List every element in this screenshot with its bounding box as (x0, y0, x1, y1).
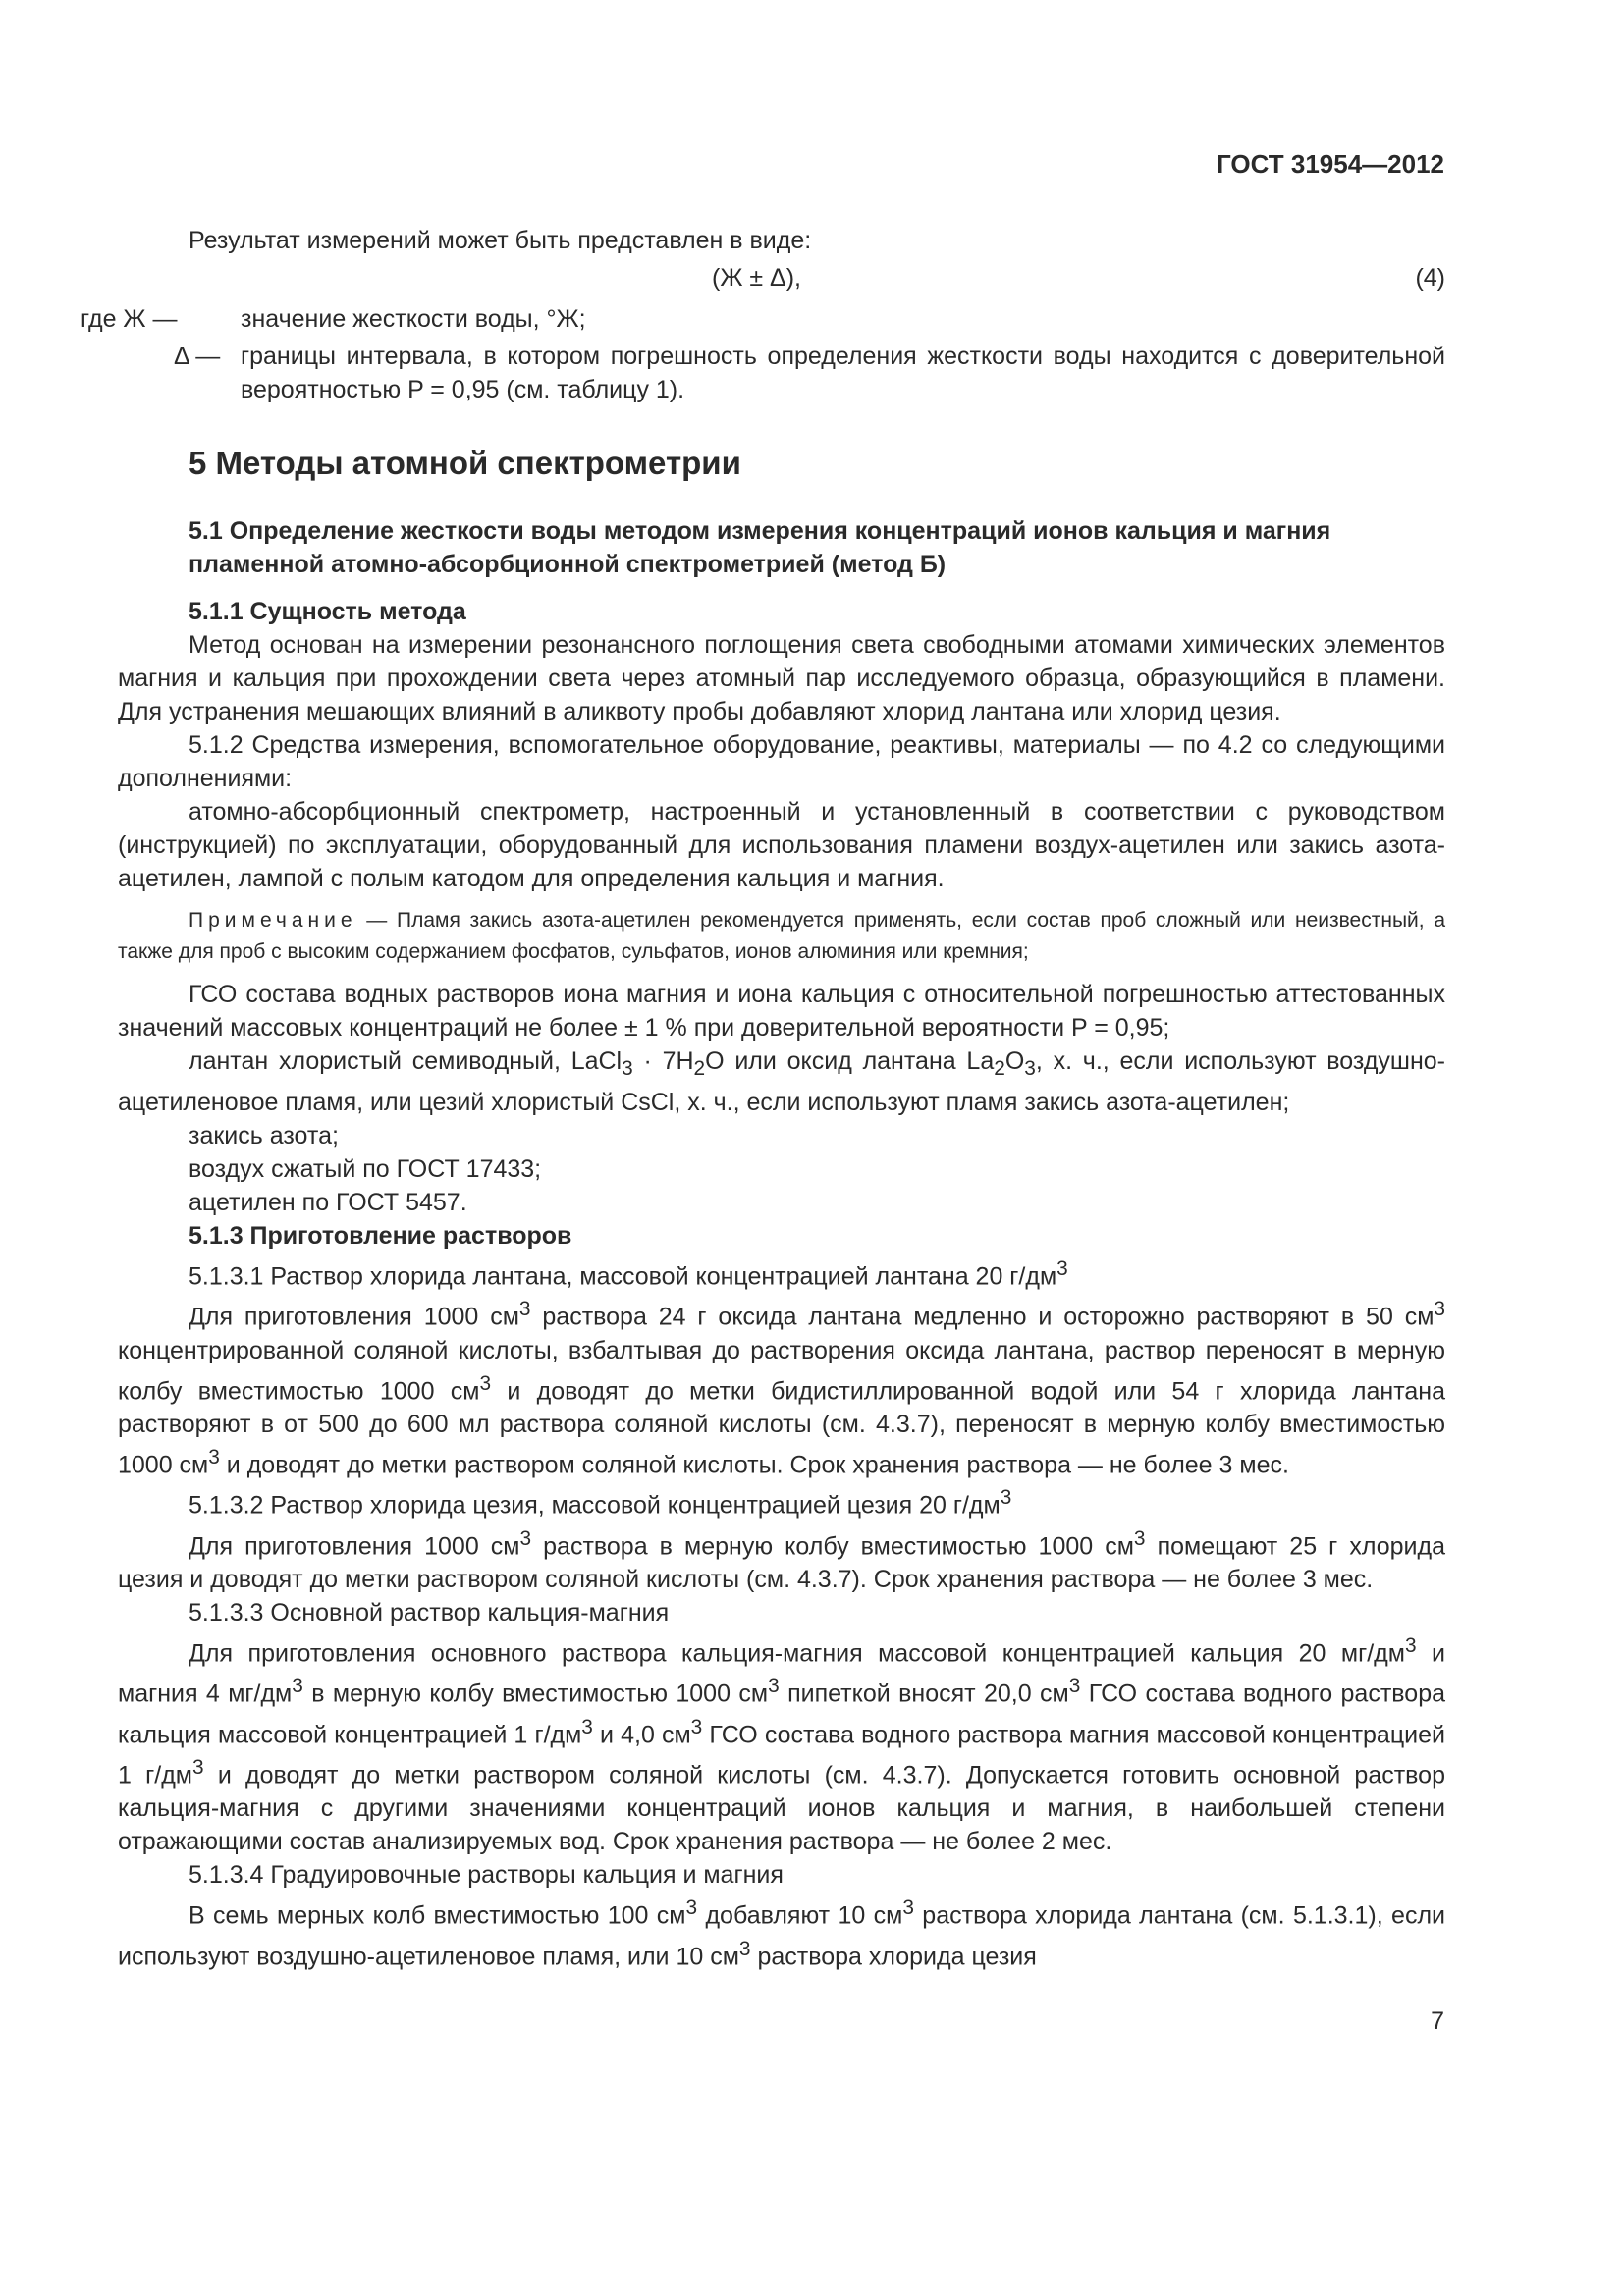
where-text-zh: значение жесткости воды, °Ж; (241, 305, 586, 333)
section-5-1-3-heading: 5.1.3 Приготовление растворов (189, 1222, 572, 1250)
page-number: 7 (1431, 2007, 1444, 2035)
equipment-item-acetylene: ацетилен по ГОСТ 5457. (189, 1189, 467, 1216)
where-row-zh (81, 302, 1445, 336)
formula-4 (118, 261, 1445, 298)
section-5-1-3-4-title: 5.1.3.4 Градуировочные растворы кальция и магния (189, 1861, 784, 1890)
page-content (81, 224, 1446, 1973)
equipment-item-spectrometer: атомно-абсорбционный спектрометр, настроенный и установленный в соответствии с руководством (инструкцией) по эксплуатации, оборудованный для использования пламени воздух-ацетилен или закись азота-ацетилен, лампой с полым катодом для определения кальция и магния. (118, 798, 1445, 892)
section-5-heading: 5 Методы атомной спектрометрии (189, 445, 741, 481)
section-5-1-3-2-text: Для приготовления 1000 $см^3$ раствора в мерную колбу вместимостью 1000 $см^3$ помещают 25 г хлорида цезия и доводят до метки раствором соляной кислоты (см. 4.3.7). Срок хранения раствора — не более 3 мес. (118, 1526, 1446, 1593)
standard-code-header: ГОСТ 31954—2012 (1217, 149, 1444, 179)
section-5-1-3-3-title: 5.1.3.3 Основной раствор кальция-магния (189, 1598, 670, 1627)
section-5-1-3-3-text: Для приготовления основного раствора кальция-магния массовой концентрацией кальция 20 $мг/дм^3$ и магния 4 $мг/дм^3$ в мерную колбу вместимостью 1000 $см^3$ пипеткой вносят 20,0 $см^3$ ГСО состава водного раствора кальция массовой концентрацией 1 $г/дм^3$ и 4,0 $см^3$ ГСО состава водного раствора магния массовой концентрацией 1 $г/дм^3$ и доводят до метки раствором соляной кислоты (см. 4.3.7). Допускается готовить основной раствор кальция-магния с другими значениями концентраций ионов кальция и магния, в наибольшей степени отражающими состав анализируемых вод. Срок хранения раствора — не более 2 мес. (118, 1633, 1445, 1856)
section-5-1-1-heading: 5.1.1 Сущность метода (189, 598, 466, 625)
formula-expression: (Ж ± Δ), (712, 264, 801, 292)
equipment-item-air: воздух сжатый по ГОСТ 17433; (189, 1155, 542, 1183)
result-intro-text: Результат измерений может быть представлен в виде: (189, 227, 812, 254)
section-5-1-3-2-title: 5.1.3.2 Раствор хлорида цезия, массовой концентрацией цезия 20 $г/дм^3$ (189, 1486, 1012, 1520)
equipment-item-gso: ГСО состава водных растворов иона магния и иона кальция с относительной погрешностью аттестованных значений массовых концентраций не более ± 1 % при доверительной вероятности P = 0,95; (118, 981, 1445, 1041)
where-row-delta (118, 340, 1445, 406)
section-5-1-heading: 5.1 Определение жесткости воды методом измерения концентраций ионов кальция и магния пламенной атомно-абсорбционной спектрометрией (метод Б) (189, 517, 1331, 578)
formula-number: (4) (1415, 264, 1445, 292)
section-5-1-1-text: Метод основан на измерении резонансного поглощения света свободными атомами химических элементов магния и кальция при прохождении света через атомный пар исследуемого образца, образующийся в пламени. Для устранения мешающих влияний в аликвоту пробы добавляют хлорид лантана или хлорид цезия. (118, 631, 1445, 725)
section-5-1-3-4-text: В семь мерных колб вместимостью 100 $см^3$ добавляют 10 $см^3$ раствора хлорида лантана (см. 5.1.3.1), если используют воздушно-ацетиленовое пламя, или 10 $см^3$ раствора хлорида цезия (118, 1896, 1445, 1970)
where-text-delta: границы интервала, в котором погрешность определения жесткости воды находится с доверительной вероятностью P = 0,95 (см. таблицу 1). (241, 343, 1445, 403)
section-5-1-3-1-title: 5.1.3.1 Раствор хлорида лантана, массовой концентрацией лантана 20 $г/дм^3$ (189, 1257, 1068, 1291)
equipment-item-nitrous-oxide: закись азота; (189, 1122, 339, 1149)
section-5-1-2-text: 5.1.2 Средства измерения, вспомогательное оборудование, реактивы, материалы — по 4.2 со следующими дополнениями: (118, 731, 1445, 792)
note-label: Примечание (189, 909, 357, 932)
note-flame (118, 905, 1445, 968)
where-symbol-zh: где Ж — (81, 305, 178, 333)
note-text: — Пламя закись азота-ацетилен рекомендуется применять, если состав проб сложный или неизвестный, а также для проб с высоким содержанием фосфатов, сульфатов, ионов алюминия или кремния; (118, 909, 1445, 963)
section-5-1-3-1-text: Для приготовления 1000 $см^3$ раствора 24 г оксида лантана медленно и осторожно растворяют в 50 $см^3$ концентрированной соляной кислоты, взбалтывая до растворения оксида лантана, раствор переносят в мерную колбу вместимостью 1000 $см^3$ и доводят до метки бидистиллированной водой или 54 г хлорида лантана растворяют в от 500 до 600 мл раствора соляной кислоты (см. 4.3.7), переносят в мерную колбу вместимостью 1000 $см^3$ и доводят до метки раствором соляной кислоты. Срок хранения раствора — не более 3 мес. (118, 1298, 1446, 1479)
equipment-item-lanthanum: лантан хлористый семиводный, LaCl$_3$ · $7H_2O$ или оксид лантана $La_2O_3$, х. ч., если используют воздушно-ацетиленовое пламя, или цезий хлористый CsCl, х. ч., если используют пламя закись азота-ацетилен; (118, 1047, 1445, 1116)
where-symbol-delta: Δ — (174, 343, 221, 370)
